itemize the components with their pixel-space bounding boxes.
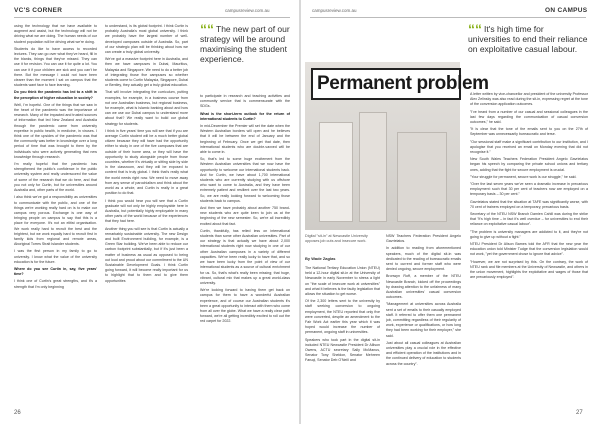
body-paragraph: "Over the last seven years we've seen a dramatic increase in precarious employment: such that 30 per cent of teachers now are employed on a temporary basis – 30 per cent." bbox=[470, 182, 588, 197]
body-paragraph: "Our sessional staff make a significant contribution to our institution, and I apologise that you received an email on Monday evening that did not recognise it." bbox=[470, 139, 588, 155]
body-paragraph: So, that's led to some huge excitement from the Western Australian universities that we now have the opportunity to welcome our international students back. And for Curtin, we have about 1,700 international students who are currently studying with us offshore who want to come to Australia, and they have been extremely patient and resilient over the last two years. So, we are really looking forward to welcoming those students back to campus. bbox=[200, 157, 290, 203]
body-paragraph: Gavrielatos stated that the situation at TAFE was significantly worse, with 70 cent of trainers employed on a temporary, precarious basis. bbox=[470, 199, 588, 209]
photo-caption: Digital "sit-in" at Newcastle University opposes job cuts and insecure work. bbox=[305, 234, 368, 243]
body-paragraph: "However, we are not surprised by this. On the contrary, the work of NTEU rank and file members at the University of Newcastle, and others in the union movement, highlights the exploitative and wages of those that are precariously employed". bbox=[470, 259, 588, 280]
interview-question: Where do you see Curtin in, say, five years' time? bbox=[14, 266, 97, 277]
left-column-2 bbox=[105, 24, 188, 406]
body-paragraph: Students do like to have access to recorded lectures. They can go over what they've heard, fill in the blanks, things that they've missed. They can use it for revision. You can use it for quite a lot. You can use it if your children are sick and you can't be there. But the message I could not have been clearer than the moment I sat on campus that the students want face to face learning. bbox=[14, 46, 97, 88]
right-column-a bbox=[305, 266, 380, 406]
quote-mark-icon: ““ bbox=[468, 21, 482, 37]
body-paragraph: The National Tertiary Education Union (NTEU) held a 12-hour digital sit-in at the University of Newcastle in early November to stress a light on "the scale of insecure work at universities" and what it believes is the faulty legislation that allows the situation to get worse. bbox=[305, 266, 380, 297]
body-paragraph: Bronwyn Roff, a member of the NTEU Newcastle Branch, kicked off the proceedings by drawing attention to the unfairness of many Australian universities' casual conversion outcomes. bbox=[386, 274, 461, 300]
body-paragraph: I think in five years' time you will see that if you are average Curtin student will be a much better global citizen because they will have had the opportunity either to study in one of the five campuses that are outside of their home area, or they will have the opportunity to study alongside people from those countries, whether it's virtually or sitting side by side in the classroom, and they will be exposed to content that is truly global. I think that's really what the world needs right now. We need to move away from any sense of parochialism and think about the world as a whole, and Curtin is really in a great position to do that. bbox=[105, 128, 188, 196]
left-pullquote-text: The new part of our strategy will be around maximising the student experience. bbox=[200, 24, 290, 64]
right-header-rule bbox=[310, 17, 586, 18]
body-paragraph: A letter written by vice-chancellor and president of the university Professor Alex Zelinsky was also read during the sit-in, expressing regret at the tone of the conversion application outcomes. bbox=[470, 92, 588, 107]
right-pullquote bbox=[468, 21, 588, 86]
body-paragraph: NSW Teachers Federation President Angelo Gavrielatos. bbox=[386, 234, 461, 244]
body-paragraph: Speakers who took part in the digital sit-in included NTEU Newcastle President Dr Allison Owens, ACTU secretary Sally McManus, Senator Tony Sheldon, Senator Mehreen Faruqi, Senator Deb O'Neill and bbox=[305, 337, 380, 363]
body-paragraph: I think one of Curtin's great strengths, and it's a strength that I'm only beginning bbox=[14, 279, 97, 289]
body-paragraph: I think you would hear you will see that a Curtin graduate will not only be highly employable here in Australia, but potentially highly employable in many other parts of the world because of the experiences that they had here. bbox=[105, 198, 188, 224]
body-paragraph: New South Wales Teachers Federation President Angelo Gavrielatos began his speech by comparing the private school unions and tertiary ones, adding that the fight for secure employment is crucial. bbox=[470, 157, 588, 172]
left-header-rule bbox=[14, 17, 290, 18]
body-paragraph: I'm really hopeful that the pandemic has strengthened the public's confidence in the public university system and really underscored the value of some of the research that we do here, and that you not only for Curtin, but for universities around Australia and, other parts of the world. bbox=[14, 162, 97, 193]
body-paragraph: That will involve integrating the curriculum, putting examples, for example, in a business course from not one Australian business, but regional business, for example, what is Islamic banking about and how can we use our Dubai campus to understand more about that? We really want to build our global strategy for students. bbox=[105, 90, 188, 126]
right-column-c bbox=[470, 92, 588, 406]
right-page-number: 27 bbox=[576, 410, 583, 416]
interview-question: Do you think the pandemic has led to a shift in the perception of higher education in society? bbox=[14, 90, 97, 100]
body-paragraph: using the technology that we have available to augment and assist, but the technology will not be driving what we are doing. The human needs of our student population will be driving what we're doing. bbox=[14, 24, 97, 44]
body-paragraph: "Your struggle for permanent, secure work is our struggle," he said. bbox=[470, 174, 577, 179]
left-page-number: 26 bbox=[14, 410, 21, 416]
body-paragraph: "I've heard from a number of our casual and sessional colleagues in the last few days regarding the communication of casual conversion outcomes," he said. bbox=[470, 109, 588, 125]
right-section-head: ON CAMPUS bbox=[545, 7, 588, 14]
body-paragraph: We're looking forward to having them get back on campus for them to have a wonderful Australian experience, and of course our Australian students it's been a great opportunity to interact with them who come from all over the globe. What we have a really clear path forward, we're all getting incredibly excited to roll out the red carpet for 2022. bbox=[200, 288, 290, 324]
byline: By Wade Zaglas bbox=[305, 256, 336, 261]
article-headline: Permanent problem bbox=[317, 73, 489, 94]
body-paragraph: Another thing you will see is that Curtin is actually a remarkably sustainable university. The new Design and built Environment building, for example, is a Green Star building. We've been able to reduce our carbon footprint substantially, but if it's just been a matter of business as usual as opposed to being out loud and proud about our commitment to the UN Sustainable Development Goals. I think Curtin going forward, it will become really important for us to highlight that to them and to give them opportunities bbox=[105, 226, 188, 283]
hero-title-box bbox=[311, 68, 489, 100]
body-paragraph: "Management at universities across Australia sent a set of emails to their casually employed staff. It referred to offer them one permanent job, committing regardless of their regularity of work, experience or qualifications, or how long they had been working for their employer," she said. bbox=[386, 302, 461, 338]
body-paragraph: Of the 2,300 letters sent to the university by staff seeking conversion to ongoing employment, the NTEU reported that only five were converted, despite an amendment to the Fair Work Act earlier this year which it was hoped would increase the number of permanent, ongoing staff in universities. bbox=[305, 299, 380, 335]
left-site-url[interactable]: campusreview.com.au bbox=[225, 8, 270, 13]
body-paragraph: to participate in research and teaching activities and community service that is commensurate with the SDGs. bbox=[200, 94, 290, 109]
left-pullquote bbox=[200, 21, 292, 78]
quote-mark-icon: ““ bbox=[200, 21, 214, 37]
left-column-3 bbox=[200, 94, 290, 406]
body-paragraph: In addition to reading from aforementioned speakers, much of the digital sit-in was dedicated to the reading of bureaucratic emails sent to current and former staff who were denied ongoing, secure employment. bbox=[386, 246, 461, 272]
body-paragraph: Well, I'm hopeful. One of the things that we saw in the heart of the pandemic was the importance of research. Many of the impacted and trusted sources of information that led New Zealand and Australia through the pandemic came from university expertise in public health, in medicine, in viruses. I think one of the upsides of the pandemic was that the community was better in knowledge over a long period of time that was brought to them by the individuals who were actively generating that new knowledge through research. bbox=[14, 102, 97, 159]
body-paragraph: Secretary of the NTEU NSW Branch Damien Cahill was during the strike that "it's high time – in fact it's well overdue – for universities to end their reliance on exploitative casual labour". bbox=[470, 212, 588, 227]
body-paragraph: We've got a massive footprint here in Australia, and then we have campuses in Dubai, Mauritius, Malaysia and Singapore. We need to do a better job of integrating those five campuses so whether students come to Curtin Malaysia, Singapore, Dubai or Bentley, they actually get a truly global education. bbox=[105, 57, 188, 88]
body-paragraph: I was the first person in my family to go to university. I know what the value of the university education is for the future. bbox=[14, 249, 97, 264]
page-gutter bbox=[299, 0, 301, 424]
hero-title-overlay bbox=[305, 62, 489, 230]
right-column-b bbox=[386, 234, 461, 406]
body-paragraph: Curtin, thankfully, has relied less on international students than some other Australian universities. Part of our strategy is that actually we have about 2,000 international students right now studying in one of our other Australian campuses in a variety of different capacities. We've been really lucky to have that, and so we have been lucky from the point of view of our international students as a source of cultural enrichment for us. So, that's what's really been missing; that huge, vibrant, cultural mix that makes up a great world-class university. bbox=[200, 228, 290, 285]
body-paragraph: NTEU President Dr Alison Barnes told the AFR that the new year the education union told Minister Tudge that the conversion legislation would not work, "yet the government chose to ignore that advice". bbox=[470, 242, 588, 257]
right-site-url[interactable]: campusreview.com.au bbox=[312, 8, 357, 13]
body-paragraph: And then we have probably about another 750 brand-new students who are quite keen to join us at the beginning of the new semester. So, we're all incredibly excited about that fact. bbox=[200, 206, 290, 226]
body-paragraph: In mid-December the Premier will set the date when the Western Australian borders will open and he believes that it will be between the end of January and the beginning of February. Once we get that date, then international students who are double-vaxxed will be able to come in. bbox=[200, 124, 290, 155]
body-paragraph: "The problem is university managers are addicted to it, and they're not going to give up without a fight." bbox=[470, 229, 588, 239]
left-section-head: VC'S CORNER bbox=[14, 7, 63, 14]
interview-question: What is the short-term outlook for the return of international students to Curtin? bbox=[200, 111, 290, 121]
body-paragraph: "It is clear that the tone of the emails sent to you on the 27th of September was unnecessarily bureaucratic and terse. bbox=[470, 127, 588, 137]
right-pullquote-text: It's high time for universities to end their reliance on exploitative casual labour. bbox=[468, 24, 588, 54]
left-column-1 bbox=[14, 24, 97, 406]
body-paragraph: to understand, is its global footprint. I think Curtin is probably Australia's most global university. I think we probably have the largest number of well-developed campuses outside of Australia. So, part of our strategic plan will be thinking about how we can create a truly global university. bbox=[105, 24, 188, 55]
body-paragraph: I also think we've got a responsibility as universities to communicate with the public, and one of the things we're working really hard on is to make our campus very porous. Exchange is one way of bringing people on campus to say that this is a place for everyone. It's not an elitist organisation. We work really hard to recruit the best and the brightest, but we work equally hard to recruit first in family kids from regional and remote areas, Aboriginal Torres Strait Islander students. bbox=[14, 195, 97, 247]
body-paragraph: Just about all casual colleagues at Australian universities play a crucial role in the effective and efficient operation of the institutions and in the continued delivery of education to students across the country". bbox=[386, 340, 461, 366]
